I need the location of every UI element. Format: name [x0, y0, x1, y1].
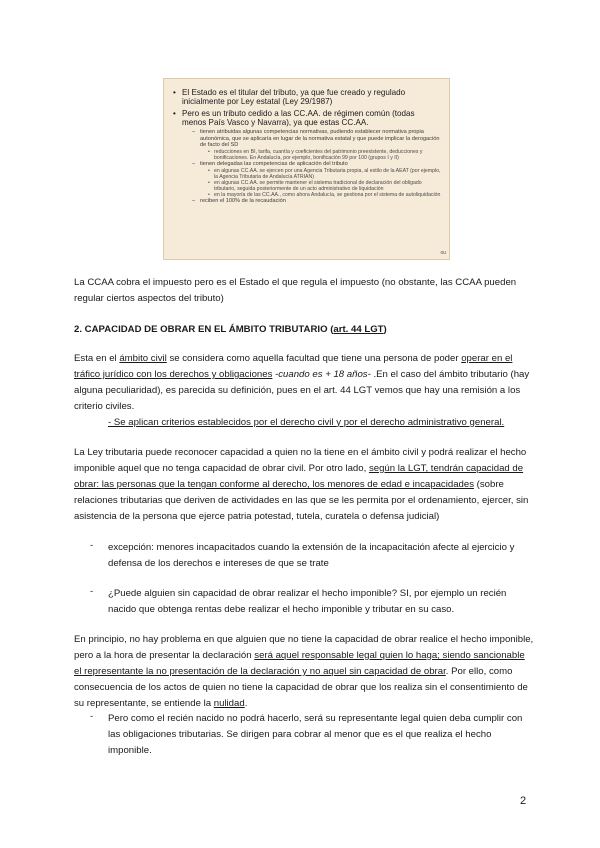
list-item-recien-nacido: Pero como el recién nacido no podrá hacerlo, será su representante legal quien deba cumplir con las obligaciones tributarias. Se dirigen para cobrar al menor que es el que realiza el hecho imponible. [108, 713, 523, 756]
p2-a: Esta en el [74, 353, 120, 364]
slide-image [163, 78, 450, 260]
p4-b: será aquel responsable legal quien lo haga; siendo sancionable el representante la no presentación de la declaración y no aquel sin capacidad de obrar [74, 649, 525, 677]
p3-a: La Ley tributaria puede reconocer capacidad a quien no la tiene en el ámbito civil y podrá realizar el hecho imponible aquel que no tenga capacidad de obrar civil. Por otro lado, [74, 447, 527, 474]
p2-b: ámbito civil [119, 353, 167, 364]
p2-e: -cuando es + 18 años- [272, 368, 371, 380]
slide-subsub-1: • reducciones en BI, tarifa, cuantía y coeficientes del patrimonio preexistente, deducciones y bonificaciones. En Andalucía, por ejemplo, bonificación 99 por 100 (grupos I y II) [214, 149, 441, 161]
page-number: 2 [520, 795, 527, 807]
slide-subsub-2: • en algunas CC.AA. se ejercen por una Agencia Tributaria propia, al estilo de la AEAT (por ejemplo, la Agencia Tributaria de Andalucía ATRIAN) [214, 168, 441, 180]
heading-close: ) [383, 324, 387, 335]
p4-e: . [244, 697, 248, 709]
paragraph-principio [74, 632, 534, 712]
paragraph-ccaa: La CCAA cobra el impuesto pero es el Estado el que regula el impuesto (no obstante, las CCAA pueden regular ciertos aspectos del tributo) [74, 277, 517, 304]
dash-2: - [90, 586, 94, 597]
dash-3: - [90, 711, 94, 722]
slide-bullet-1: • El Estado es el titular del tributo, ya que fue creado y regulado inicialmente por Ley estatal (Ley 29/1987) [182, 88, 441, 107]
paragraph-definition [74, 351, 534, 431]
p3-b: según la LGT, tendrán capacidad de obrar: las personas que la tengan conforme al derecho, los menores de edad e incapacidades [74, 462, 524, 490]
p4-a: En principio, no hay problema en que alguien que no tiene la capacidad de obrar realice el hecho imponible, pero a la hora de presentar la declaración [74, 634, 534, 661]
dash-1: - [90, 540, 94, 551]
p2-f: .En el caso del ámbito tributario (hay alguna peculiaridad), es parecida su definición, pues en el art. 44 LGT vemos que hay una remisión a los criterio civiles. [74, 368, 530, 412]
section-heading [74, 322, 534, 338]
heading-ref: art. 44 LGT [333, 324, 384, 335]
p2-d: operar en el tráfico jurídico con los derechos y obligaciones [74, 353, 513, 380]
slide-bullet-2: • Pero es un tributo cedido a las CC.AA. de régimen común (todas menos País Vasco y Navarra), ya que estas CC.AA. [182, 109, 441, 128]
slide-subsub-4: • en la mayoría de las CC.AA., como ahora Andalucía, se gestiona por el sistema de autoliquidación [214, 192, 441, 198]
slide-sub-1: – tienen atribuidas algunas competencias normativas, pudiendo establecer normativa propia autonómica, que se aplicaría en lugar de la normativa estatal y que puede implicar la derogación de facto del SD [200, 129, 441, 149]
list-item-pregunta: ¿Puede alguien sin capacidad de obrar realizar el hecho imponible? SI, por ejemplo un recién nacido que obtenga rentas debe realizar el hecho imponible y tributar en su caso. [108, 588, 507, 615]
p2-g: - Se aplican criterios establecidos por el derecho civil y por el derecho administrativo general. [108, 416, 505, 428]
p2-c: se considera como aquella facultad que tiene una persona de poder [166, 353, 459, 364]
slide-sub-2: – tienen delegadas las competencias de aplicación del tributo [200, 161, 441, 168]
p4-d: nulidad [213, 697, 245, 709]
heading-text: 2. CAPACIDAD DE OBRAR EN EL ÁMBITO TRIBUTARIO ( [74, 324, 334, 335]
slide-subsub-3: • en algunas CC.AA. se permite mantener el sistema tradicional de declaración del obligado tributario, seguida posteriormente de un acto administrativo de liquidación [214, 180, 441, 192]
p4-c: . Por ello, como consecuencia de los actos de quien no tiene la capacidad de obrar que los realiza sin el consentimiento de su representante, se entiende la [74, 665, 528, 709]
p3-c: (sobre relaciones tributarias que deriven de actividades en las que se les permita por el ordenamiento, ejercer, sin asistencia de la persona que ejerce patria potestad, tutela, curatela o defensa judicial) [74, 478, 529, 522]
slide-corner-mark: ou [440, 249, 446, 256]
slide-sub-3: – reciben el 100% de la recaudación [200, 198, 441, 205]
paragraph-ley-tributaria [74, 445, 534, 525]
list-item-excepcion: excepción: menores incapacitados cuando la extensión de la incapacitación afecte al ejercicio y defensa de los derechos e intereses de que se trate [108, 542, 515, 569]
